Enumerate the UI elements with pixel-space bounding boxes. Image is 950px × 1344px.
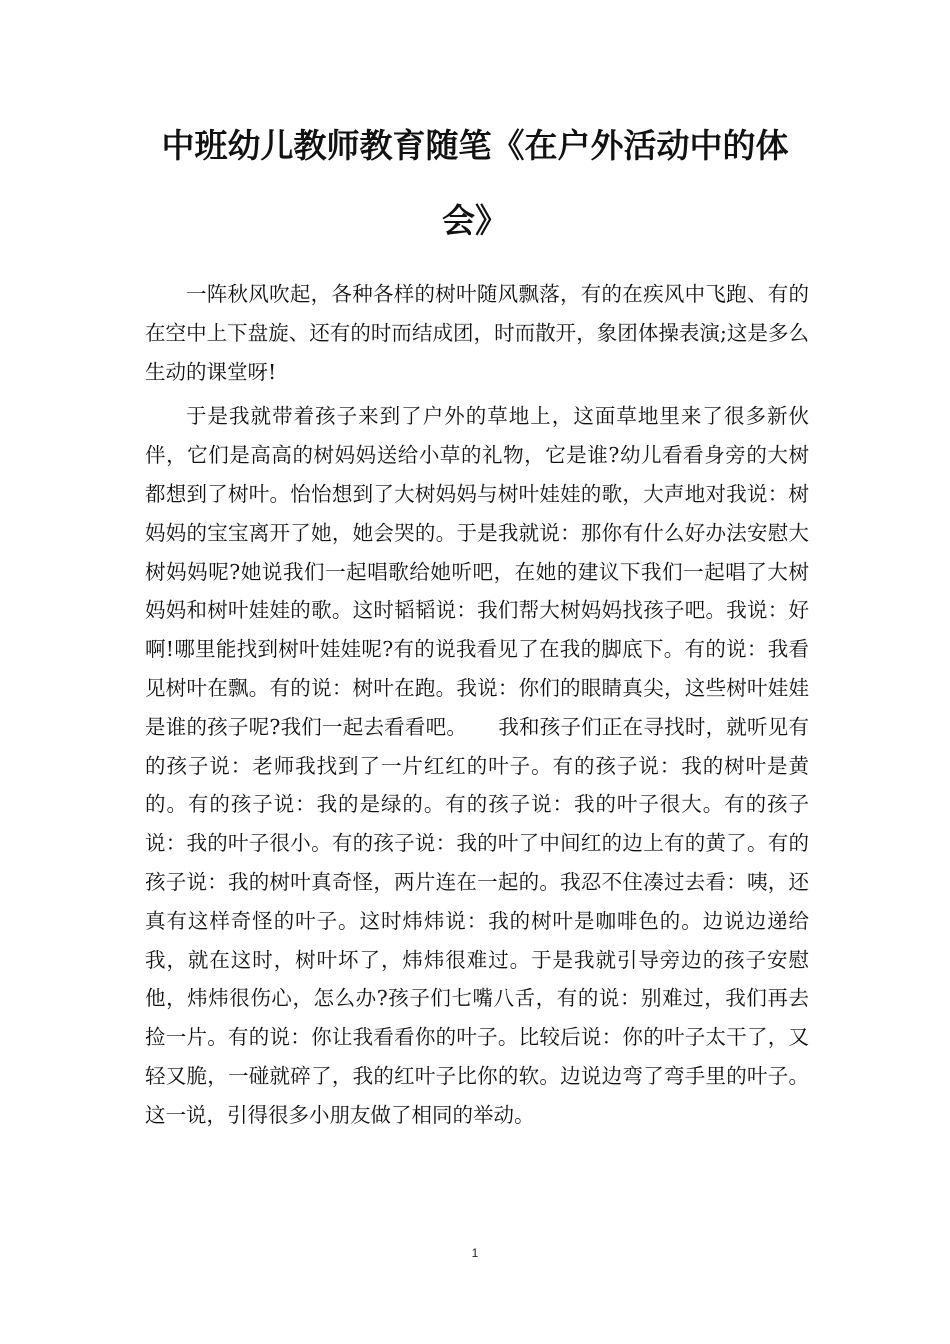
document-title-line-1: 中班幼儿教师教育随笔《在户外活动中的体 [161,126,789,165]
document-title-line-2: 会》 [442,201,508,240]
paragraph-1: 一阵秋风吹起，各种各样的树叶随风飘落，有的在疾风中飞跑、有的在空中上下盘旋、还有的时而结成团，时而散开，象团体操表演;这是多么生动的课堂呀! [145,282,809,384]
paragraph-2: 于是我就带着孩子来到了户外的草地上，这面草地里来了很多新伙伴，它们是高高的树妈妈送给小草的礼物，它是谁?幼儿看看身旁的大树都想到了树叶。怡怡想到了大树妈妈与树叶娃娃的歌，大声地对我说：树妈妈的宝宝离开了她，她会哭的。于是我就说：那你有什么好办法安慰大树妈妈呢?她说我们一起唱歌给她听吧，在她的建议下我们一起唱了大树妈妈和树叶娃娃的歌。这时韬韬说：我们帮大树妈妈找孩子吧。我说：好啊!哪里能找到树叶娃娃呢?有的说我看见了在我的脚底下。有的说：我看见树叶在飘。有的说：树叶在跑。我说：你们的眼睛真尖，这些树叶娃娃是谁的孩子呢?我们一起去看看吧。 我和孩子们正在寻找时，就听见有的孩子说：老师我找到了一片红红的叶子。有的孩子说：我的树叶是黄的。有的孩子说：我的是绿的。有的孩子说：我的叶子很大。有的孩子说：我的叶子很小。有的孩子说：我的叶了中间红的边上有的黄了。有的孩子说：我的树叶真奇怪，两片连在一起的。我忍不住凑过去看：咦，还真有这样奇怪的叶子。这时炜炜说：我的树叶是咖啡色的。边说边递给我，就在这时，树叶坏了，炜炜很难过。于是我就引导旁边的孩子安慰他，炜炜很伤心，怎么办?孩子们七嘴八舌，有的说：别难过，我们再去捡一片。有的说：你让我看看你的叶子。比较后说：你的叶子太干了，又轻又脆，一碰就碎了，我的红叶子比你的软。边说边弯了弯手里的叶子。这一说，引得很多小朋友做了相同的举动。 [145,404,809,1127]
document-body [145,275,809,1141]
page-number: 1 [471,1246,479,1260]
